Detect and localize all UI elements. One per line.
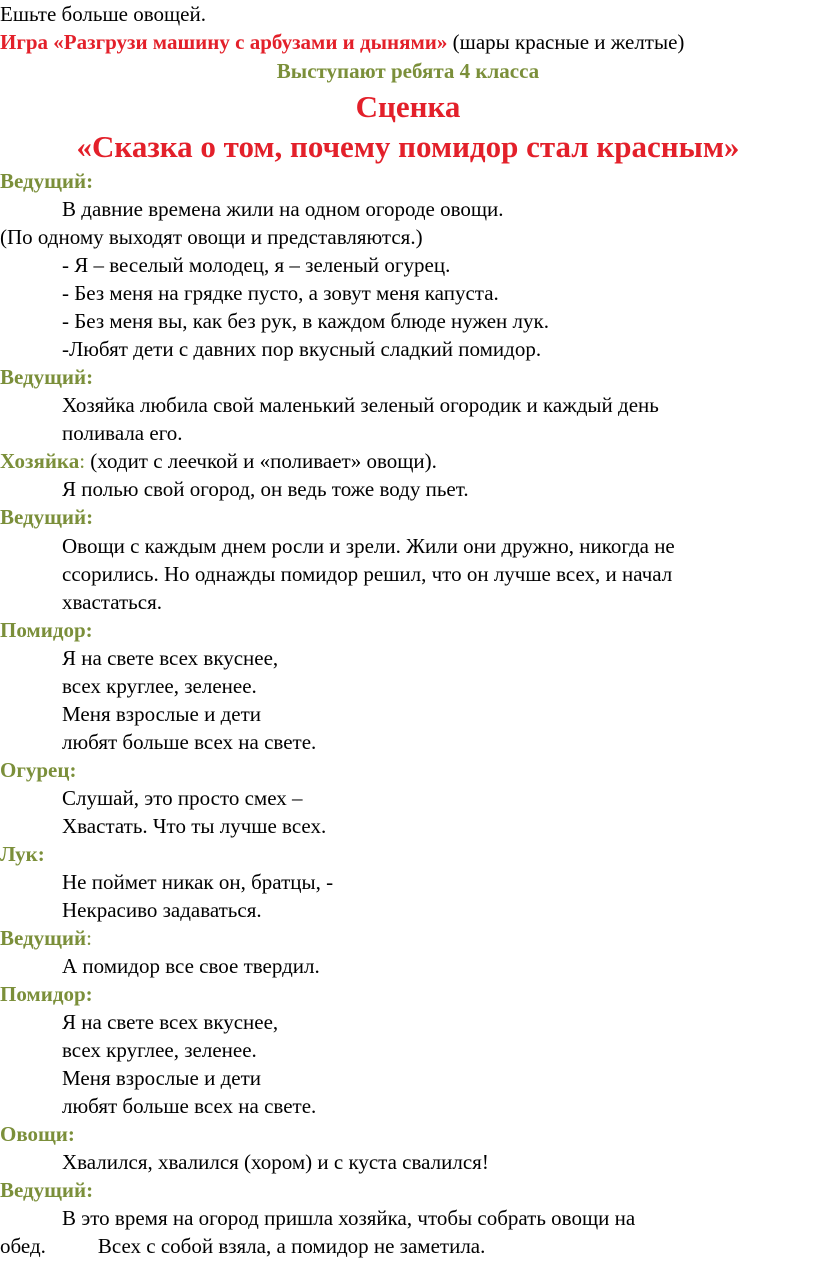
scene-title: «Сказка о том, почему помидор стал красным» [76, 129, 740, 164]
text-line: хвастаться. [62, 590, 162, 614]
verse-line: Слушай, это просто смех – [62, 786, 303, 810]
text-fragment: Всех с собой взяла, а помидор не заметила. [97, 1234, 486, 1258]
speaker-onion: Лук: [0, 842, 45, 866]
speaker-vegetables: Овощи: [0, 1122, 75, 1146]
stage-direction: (ходит с леечкой и «поливает» овощи). [85, 449, 437, 473]
game-note: (шары красные и желтые) [447, 30, 685, 54]
intro-line: Ешьте больше овощей. [0, 2, 206, 26]
performers-line: Выступают ребята 4 класса [276, 59, 540, 83]
text-line: поливала его. [62, 421, 183, 445]
verse-line: Меня взрослые и дети [62, 1066, 261, 1090]
verse-line: Не поймет никак он, братцы, - [62, 870, 334, 894]
verse-line: любят больше всех на свете. [62, 1094, 317, 1118]
verse-line: Я на свете всех вкуснее, [62, 1010, 279, 1034]
text-line-last [0, 1232, 816, 1260]
text-line: Овощи с каждым днем росли и зрели. Жили они дружно, никогда не [62, 534, 675, 558]
speaker-cucumber: Огурец: [0, 758, 77, 782]
speaker-tomato: Помидор: [0, 618, 93, 642]
text-line: А помидор все свое твердил. [62, 954, 320, 978]
text-fragment: обед. [0, 1234, 46, 1258]
stage-direction: (По одному выходят овощи и представляются.) [0, 225, 423, 249]
verse-line: Меня взрослые и дети [62, 702, 261, 726]
speaker-host: Ведущий: [0, 169, 94, 193]
text-line: В давние времена жили на одном огороде овощи. [62, 197, 504, 221]
host-line [0, 924, 816, 952]
verse-line: Некрасиво задаваться. [62, 898, 262, 922]
text-line: - Без меня на грядке пусто, а зовут меня капуста. [62, 281, 499, 305]
speaker-host: Ведущий: [0, 505, 94, 529]
text-line: Хозяйка любила свой маленький зеленый огородик и каждый день [62, 393, 659, 417]
hostess-line [0, 447, 816, 475]
game-line [0, 28, 816, 56]
verse-line: всех круглее, зеленее. [62, 674, 257, 698]
text-line: - Я – веселый молодец, я – зеленый огурец. [62, 253, 451, 277]
speaker-hostess: Хозяйка [0, 449, 80, 473]
text-line: В это время на огород пришла хозяйка, чтобы собрать овощи на [62, 1206, 636, 1230]
verse-line: всех круглее, зеленее. [62, 1038, 257, 1062]
game-title: Игра «Разгрузи машину с арбузами и дынями» [0, 30, 448, 54]
text-line: Я полью свой огород, он ведь тоже воду пьет. [62, 477, 469, 501]
scene-label: Сценка [355, 89, 461, 124]
speaker-host: Ведущий: [0, 1178, 94, 1202]
verse-line: Хвастать. Что ты лучше всех. [62, 814, 327, 838]
verse-line: любят больше всех на свете. [62, 730, 317, 754]
speaker-host: Ведущий [0, 926, 87, 950]
speaker-host: Ведущий: [0, 365, 94, 389]
text-line: -Любят дети с давних пор вкусный сладкий помидор. [62, 337, 542, 361]
speaker-colon: : [86, 926, 92, 950]
text-line: Хвалился, хвалился (хором) и с куста свалился! [62, 1150, 489, 1174]
verse-line: Я на свете всех вкуснее, [62, 646, 279, 670]
text-line: - Без меня вы, как без рук, в каждом блюде нужен лук. [62, 309, 549, 333]
speaker-tomato: Помидор: [0, 982, 93, 1006]
speaker-colon: : [79, 449, 86, 473]
text-line: ссорились. Но однажды помидор решил, что он лучше всех, и начал [62, 562, 673, 586]
